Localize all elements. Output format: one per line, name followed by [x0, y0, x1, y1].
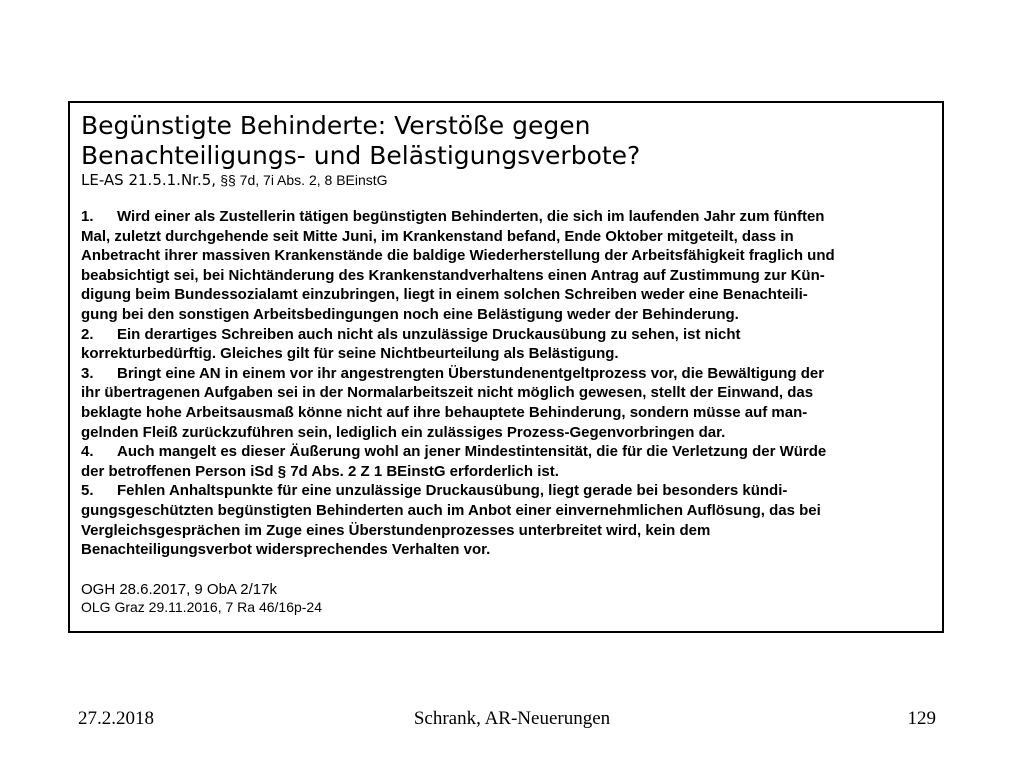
point-text-line: Auch mangelt es dieser Äußerung wohl an jener Mindestintensität, die für die Verletzung der Würde [117, 443, 827, 461]
legal-point [81, 325, 932, 364]
point-text-line: gungsgeschützten begünstigten Behinderten auch im Anbot einer einvernehmlichen Auflösung, das bei [81, 501, 821, 519]
legal-points-list [81, 207, 932, 560]
point-text-line: Ein derartiges Schreiben auch nicht als unzulässige Druckausübung zu sehen, ist nicht [117, 325, 741, 343]
reference-line [81, 171, 932, 190]
slide-title-line-1: Begünstigte Behinderte: Verstöße gegen [81, 111, 591, 140]
point-text-line: der betroffenen Person iSd § 7d Abs. 2 Z 1 BEinstG erforderlich ist. [81, 462, 559, 480]
legal-point [81, 442, 932, 481]
reference-law: §§ 7d, 7i Abs. 2, 8 BEinstG [220, 172, 388, 188]
point-text-line: gelnden Fleiß zurückzuführen sein, lediglich ein zulässiges Prozess-Gegenvorbringen dar. [81, 423, 726, 441]
point-text-line: ihr übertragenen Aufgaben sei in der Normalarbeitszeit nicht möglich gewesen, stellt der Einwand, das [81, 384, 814, 402]
point-text-line: gung bei den sonstigen Arbeitsbedingungen noch eine Belästigung weder der Behinderung. [81, 305, 739, 323]
footer-page-number: 129 [907, 708, 936, 729]
slide-title-line-2: Benachteiligungs- und Belästigungsverbote? [81, 141, 641, 170]
point-text-line: Benachteiligungsverbot widersprechendes Verhalten vor. [81, 541, 491, 559]
slide-content-box [68, 101, 944, 633]
point-text-line: Anbetracht ihrer massiven Krankenstände die baldige Wiederherstellung der Arbeitsfähigkeit fraglich und [81, 247, 835, 265]
point-text-line: Mal, zuletzt durchgehende seit Mitte Juni, im Krankenstand befand, Ende Oktober mitgeteilt, dass in [81, 227, 794, 245]
point-text-line: korrekturbedürftig. Gleiches gilt für seine Nichtbeurteilung als Belästigung. [81, 345, 619, 363]
slide-title [81, 111, 932, 171]
point-text-line: Vergleichsgesprächen im Zuge eines Überstundenprozesses unterbreitet wird, kein dem [81, 521, 711, 539]
citation-olg: OLG Graz 29.11.2016, 7 Ra 46/16p-24 [81, 598, 323, 615]
legal-point [81, 481, 932, 559]
point-text-line: Bringt eine AN in einem vor ihr angestrengten Überstundenentgeltprozess vor, die Bewältigung der [117, 364, 825, 382]
legal-point [81, 207, 932, 325]
point-text-line: beabsichtigt sei, bei Nichtänderung des Krankenstandverhaltens einen Antrag auf Zustimmung zur Kün- [81, 266, 825, 284]
point-number: 4. [81, 443, 94, 461]
point-number: 5. [81, 482, 94, 500]
point-number: 1. [81, 208, 94, 225]
footer-date: 27.2.2018 [78, 708, 154, 729]
point-text-line: Fehlen Anhaltspunkte für eine unzulässige Druckausübung, liegt gerade bei besonders kündi- [117, 482, 788, 500]
point-number: 2. [81, 325, 94, 343]
point-text-line: digung beim Bundessozialamt einzubringen, liegt in einem solchen Schreiben weder eine Benachteili- [81, 286, 808, 304]
reference-code: LE-AS 21.5.1.Nr.5, [81, 171, 217, 189]
point-text-line: Wird einer als Zustellerin tätigen begünstigten Behinderten, die sich im laufenden Jahr zum fünften [117, 208, 825, 225]
legal-point [81, 364, 932, 442]
citation-ogh: OGH 28.6.2017, 9 ObA 2/17k [81, 580, 277, 598]
point-number: 3. [81, 364, 94, 382]
court-citations [81, 580, 932, 616]
footer-author-title: Schrank, AR-Neuerungen [413, 708, 611, 729]
point-text-line: beklagte hohe Arbeitsausmaß könne nicht auf ihre behauptete Behinderung, sondern müsse auf man- [81, 403, 808, 421]
